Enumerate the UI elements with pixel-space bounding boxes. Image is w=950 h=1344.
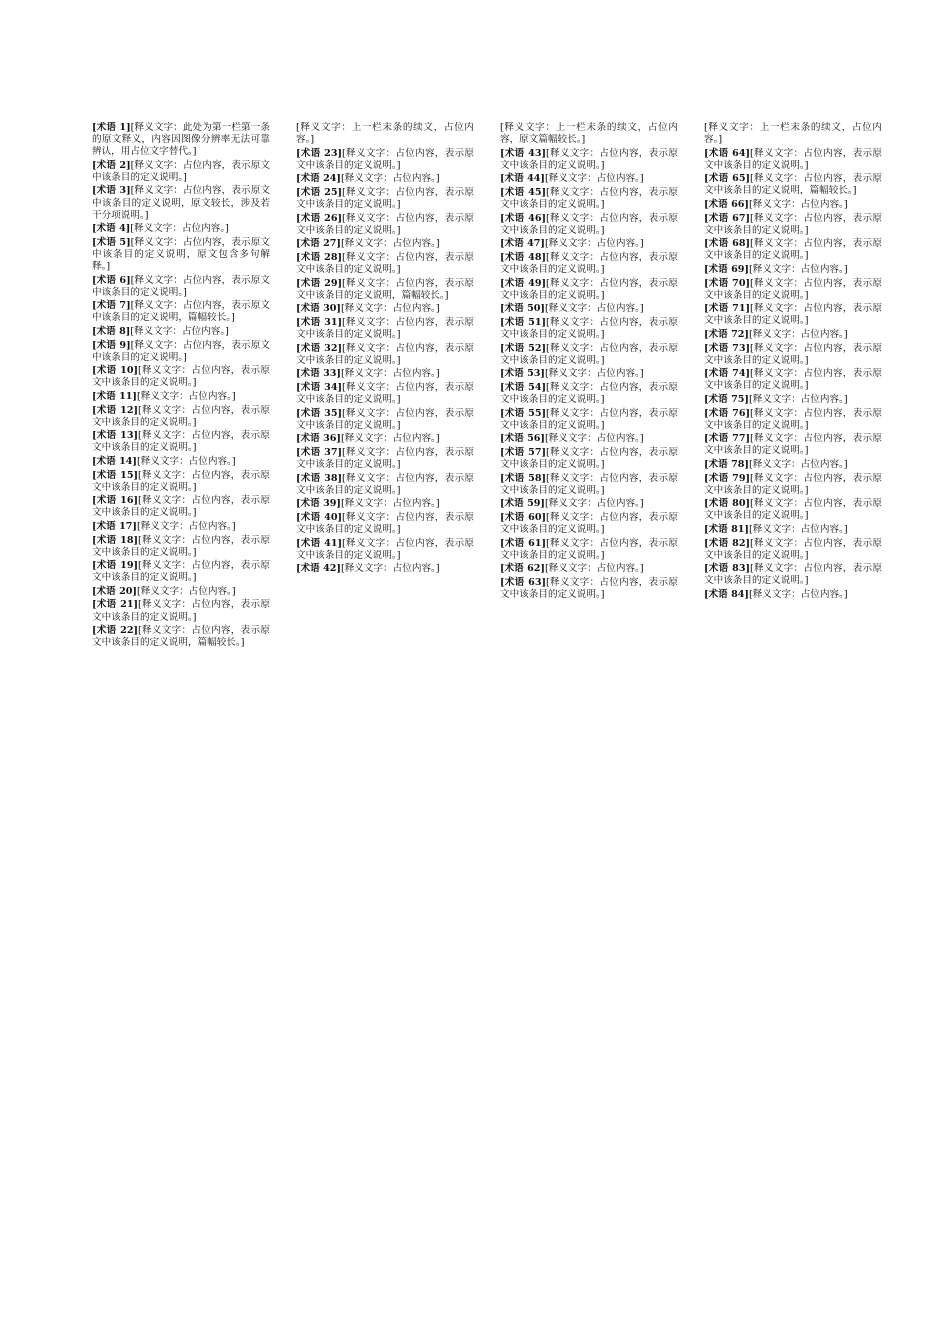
glossary-entry <box>92 122 270 158</box>
glossary-entry <box>500 122 678 146</box>
glossary-entry <box>500 577 678 601</box>
glossary-entry <box>704 343 882 367</box>
glossary-entry <box>296 148 474 172</box>
glossary-entry <box>500 252 678 276</box>
entry-definition: [释义文字：占位内容，表示原文中该条目的定义说明，篇幅较长。] <box>704 173 882 197</box>
entry-term: [术语 29] <box>296 277 343 289</box>
glossary-entry <box>704 433 882 457</box>
entry-definition: [释义文字：占位内容。] <box>136 520 236 532</box>
entry-term: [术语 1] <box>92 122 131 133</box>
glossary-entry <box>92 430 270 454</box>
entry-definition: [释义文字：占位内容，表示原文中该条目的定义说明。] <box>500 342 678 366</box>
glossary-entry <box>500 498 678 510</box>
entry-term: [术语 31] <box>296 316 343 328</box>
entry-definition: [释义文字：占位内容。] <box>340 368 440 380</box>
glossary-entry <box>704 498 882 522</box>
glossary-entry <box>92 599 270 623</box>
entry-definition: [释义文字：占位内容。] <box>748 458 848 470</box>
entry-term: [术语 14] <box>92 455 137 467</box>
entry-term: [术语 28] <box>296 251 343 263</box>
glossary-entry <box>704 538 882 562</box>
glossary-entry <box>704 524 882 536</box>
entry-term: [术语 61] <box>500 537 547 549</box>
glossary-entry <box>500 343 678 367</box>
glossary-entry <box>296 278 474 302</box>
glossary-entry <box>296 122 474 146</box>
entry-term: [术语 5] <box>92 236 131 248</box>
glossary-entry <box>92 160 270 184</box>
glossary-entry <box>500 408 678 432</box>
entry-definition: [释义文字：占位内容，表示原文中该条目的定义说明。] <box>704 433 882 457</box>
entry-definition: [释义文字：上一栏末条的续文，占位内容。] <box>296 122 474 146</box>
entry-term: [术语 46] <box>500 212 547 224</box>
entry-definition: [释义文字：占位内容，表示原文中该条目的定义说明。] <box>92 430 270 454</box>
glossary-entry <box>92 326 270 338</box>
glossary-entry <box>296 187 474 211</box>
entry-term: [术语 38] <box>296 472 343 484</box>
entry-definition: [释义文字：占位内容。] <box>544 238 644 250</box>
entry-term: [术语 77] <box>704 433 751 445</box>
entry-term: [术语 13] <box>92 430 139 442</box>
entry-definition: [释义文字：占位内容。] <box>340 303 440 315</box>
entry-definition: [释义文字：占位内容，表示原文中该条目的定义说明。] <box>296 212 474 236</box>
entry-term: [术语 16] <box>92 495 139 507</box>
entry-term: [术语 27] <box>296 238 341 250</box>
entry-term: [术语 20] <box>92 585 137 597</box>
glossary-entry <box>704 368 882 392</box>
glossary-entry <box>704 148 882 172</box>
glossary-entry <box>92 521 270 533</box>
entry-definition: [释义文字：占位内容，表示原文中该条目的定义说明。] <box>704 303 882 327</box>
entry-definition: [释义文字：占位内容，表示原文中该条目的定义说明。] <box>500 446 678 470</box>
entry-definition: [释义文字：占位内容。] <box>136 455 236 467</box>
entry-definition: [释义文字：占位内容，表示原文中该条目的定义说明。] <box>92 560 270 584</box>
glossary-entry <box>704 213 882 237</box>
entry-definition: [释义文字：占位内容，表示原文中该条目的定义说明。] <box>296 147 474 171</box>
glossary-entry <box>704 459 882 471</box>
glossary-entry <box>92 470 270 494</box>
entry-term: [术语 57] <box>500 446 547 458</box>
entry-definition: [释义文字：占位内容。] <box>748 329 848 340</box>
entry-definition: [释义文字：占位内容，表示原文中该条目的定义说明。] <box>704 147 882 171</box>
entry-term: [术语 73] <box>704 342 751 354</box>
entry-term: [术语 9] <box>92 339 131 351</box>
entry-definition: [释义文字：占位内容，表示原文中该条目的定义说明，篇幅较长。] <box>92 300 270 324</box>
entry-term: [术语 56] <box>500 433 545 445</box>
entry-definition: [释义文字：占位内容，表示原文中该条目的定义说明。] <box>92 274 270 298</box>
glossary-entry <box>92 535 270 559</box>
glossary-entry <box>296 473 474 497</box>
entry-term: [术语 50] <box>500 303 545 315</box>
entry-definition: [释义文字：占位内容，表示原文中该条目的定义说明。] <box>704 563 882 587</box>
entry-term: [术语 55] <box>500 407 547 419</box>
entry-definition: [释义文字：占位内容，表示原文中该条目的定义说明。] <box>92 365 270 389</box>
entry-term: [术语 40] <box>296 511 343 523</box>
entry-term: [术语 12] <box>92 404 139 416</box>
entry-term: [术语 44] <box>500 173 545 185</box>
entry-definition: [释义文字：占位内容，表示原文中该条目的定义说明。] <box>296 446 474 470</box>
glossary-entry <box>704 238 882 262</box>
entry-definition: [释义文字：占位内容，表示原文中该条目的定义说明。] <box>500 472 678 496</box>
entry-term: [术语 65] <box>704 173 751 185</box>
entry-term: [术语 7] <box>92 300 131 312</box>
entry-definition: [释义文字：占位内容。] <box>136 585 236 597</box>
entry-definition: [释义文字：占位内容，表示原文中该条目的定义说明，原文较长，涉及若干分项说明。] <box>92 185 270 221</box>
entry-definition: [释义文字：占位内容，表示原文中该条目的定义说明。] <box>92 469 270 493</box>
entry-definition: [释义文字：占位内容，表示原文中该条目的定义说明。] <box>92 159 270 183</box>
glossary-entry <box>296 238 474 250</box>
glossary-entry <box>500 278 678 302</box>
glossary-entry <box>704 303 882 327</box>
glossary-entry <box>296 447 474 471</box>
glossary-entry <box>296 538 474 562</box>
glossary-entry <box>704 589 882 601</box>
entry-definition: [释义文字：此处为第一栏第一条的原文释义，内容因图像分辨率无法可靠辨认，用占位文字替代。] <box>92 122 270 158</box>
entry-term: [术语 24] <box>296 173 341 185</box>
entry-definition: [释义文字：占位内容，表示原文中该条目的定义说明。] <box>500 277 678 301</box>
entry-term: [术语 6] <box>92 274 131 286</box>
glossary-page <box>92 122 882 1282</box>
glossary-entry <box>92 275 270 299</box>
entry-term: [术语 74] <box>704 368 751 380</box>
entry-term: [术语 34] <box>296 381 343 393</box>
glossary-entry <box>704 563 882 587</box>
entry-definition: [释义文字：占位内容，表示原文中该条目的定义说明。] <box>296 537 474 561</box>
entry-definition: [释义文字：占位内容，表示原文中该条目的定义说明。] <box>296 186 474 211</box>
entry-definition: [释义文字：占位内容，表示原文中该条目的定义说明。] <box>500 147 678 171</box>
glossary-entry <box>296 368 474 380</box>
entry-definition: [释义文字：占位内容。] <box>748 199 848 211</box>
entry-definition: [释义文字：占位内容，表示原文中该条目的定义说明。] <box>92 404 270 428</box>
entry-term: [术语 37] <box>296 446 343 458</box>
glossary-entry <box>92 237 270 273</box>
glossary-entry <box>500 447 678 471</box>
entry-definition: [释义文字：占位内容，表示原文中该条目的定义说明。] <box>296 251 474 276</box>
entry-definition: [释义文字：占位内容。] <box>544 433 644 445</box>
entry-definition: [释义文字：占位内容，表示原文中该条目的定义说明。] <box>704 537 882 561</box>
entry-definition: [释义文字：占位内容，表示原文中该条目的定义说明。] <box>704 472 882 496</box>
entry-term: [术语 45] <box>500 186 547 198</box>
entry-term: [术语 62] <box>500 563 545 575</box>
entry-term: [术语 41] <box>296 537 343 549</box>
glossary-entry <box>500 238 678 250</box>
entry-term: [术语 19] <box>92 560 139 572</box>
entry-definition: [释义文字：占位内容。] <box>748 393 848 405</box>
entry-definition: [释义文字：占位内容，表示原文中该条目的定义说明。] <box>704 238 882 262</box>
entry-definition: [释义文字：占位内容。] <box>136 390 236 402</box>
glossary-entry <box>92 391 270 403</box>
entry-term: [术语 8] <box>92 326 131 337</box>
glossary-entry <box>296 173 474 185</box>
entry-definition: [释义文字：占位内容，表示原文中该条目的定义说明。] <box>500 186 678 211</box>
glossary-column-4 <box>704 122 882 1282</box>
glossary-entry <box>704 473 882 497</box>
glossary-entry <box>704 394 882 406</box>
entry-term: [术语 58] <box>500 472 547 484</box>
glossary-entry <box>704 278 882 302</box>
glossary-entry <box>500 473 678 497</box>
entry-term: [术语 54] <box>500 381 547 393</box>
entry-definition: [释义文字：占位内容，表示原文中该条目的定义说明。] <box>500 407 678 431</box>
glossary-entry <box>296 317 474 341</box>
entry-definition: [释义文字：占位内容，表示原文中该条目的定义说明。] <box>704 368 882 392</box>
glossary-entry <box>92 495 270 519</box>
entry-term: [术语 2] <box>92 159 131 171</box>
entry-definition: [释义文字：占位内容，表示原文中该条目的定义说明。] <box>704 212 882 236</box>
entry-term: [术语 32] <box>296 342 343 354</box>
glossary-entry <box>92 185 270 221</box>
entry-term: [术语 76] <box>704 407 751 419</box>
glossary-column-1 <box>92 122 270 1282</box>
entry-term: [术语 25] <box>296 186 343 198</box>
glossary-entry <box>296 498 474 510</box>
entry-definition: [释义文字：占位内容。] <box>340 498 440 510</box>
entry-term: [术语 23] <box>296 147 343 159</box>
glossary-entry <box>92 625 270 649</box>
glossary-entry <box>92 340 270 364</box>
glossary-entry <box>704 199 882 211</box>
glossary-entry <box>500 303 678 315</box>
entry-term: [术语 75] <box>704 393 749 405</box>
entry-definition: [释义文字：占位内容，表示原文中该条目的定义说明。] <box>92 495 270 519</box>
entry-definition: [释义文字：占位内容，表示原文中该条目的定义说明。] <box>296 407 474 431</box>
entry-term: [术语 11] <box>92 390 137 402</box>
glossary-entry <box>500 148 678 172</box>
entry-term: [术语 42] <box>296 563 341 575</box>
entry-definition: [释义文字：占位内容。] <box>544 563 644 575</box>
glossary-entry <box>296 343 474 367</box>
entry-term: [术语 84] <box>704 588 749 600</box>
entry-definition: [释义文字：上一栏末条的续文，占位内容，原文篇幅较长。] <box>500 122 678 146</box>
glossary-entry <box>500 512 678 536</box>
entry-definition: [释义文字：占位内容，表示原文中该条目的定义说明。] <box>296 381 474 405</box>
entry-term: [术语 66] <box>704 199 749 211</box>
entry-term: [术语 63] <box>500 576 547 588</box>
entry-definition: [释义文字：占位内容，表示原文中该条目的定义说明。] <box>296 316 474 340</box>
glossary-entry <box>704 329 882 341</box>
entry-definition: [释义文字：占位内容，表示原文中该条目的定义说明。] <box>296 511 474 535</box>
entry-term: [术语 47] <box>500 238 545 250</box>
glossary-entry <box>296 408 474 432</box>
glossary-entry <box>704 122 882 146</box>
entry-term: [术语 4] <box>92 223 131 235</box>
glossary-entry <box>296 382 474 406</box>
entry-term: [术语 30] <box>296 303 341 315</box>
entry-definition: [释义文字：占位内容。] <box>130 223 229 235</box>
entry-term: [术语 68] <box>704 238 751 250</box>
entry-term: [术语 10] <box>92 365 139 377</box>
entry-definition: [释义文字：占位内容，表示原文中该条目的定义说明。] <box>500 576 678 600</box>
glossary-entry <box>296 303 474 315</box>
entry-definition: [释义文字：占位内容，表示原文中该条目的定义说明。] <box>704 277 882 301</box>
glossary-entry <box>500 382 678 406</box>
entry-term: [术语 36] <box>296 433 341 445</box>
entry-term: [术语 59] <box>500 498 545 510</box>
entry-definition: [释义文字：占位内容，表示原文中该条目的定义说明，篇幅较长。] <box>296 277 474 301</box>
glossary-entry <box>500 173 678 185</box>
glossary-entry <box>296 512 474 536</box>
entry-definition: [释义文字：占位内容。] <box>544 303 644 315</box>
entry-definition: [释义文字：占位内容。] <box>544 368 644 380</box>
entry-term: [术语 33] <box>296 368 341 380</box>
entry-definition: [释义文字：占位内容，表示原文中该条目的定义说明。] <box>500 251 678 276</box>
glossary-column-3 <box>500 122 678 1282</box>
glossary-entry <box>500 538 678 562</box>
entry-definition: [释义文字：占位内容，表示原文中该条目的定义说明。] <box>704 342 882 366</box>
glossary-entry <box>92 223 270 235</box>
glossary-entry <box>92 300 270 324</box>
entry-definition: [释义文字：占位内容。] <box>340 433 440 445</box>
entry-term: [术语 69] <box>704 264 749 276</box>
entry-definition: [释义文字：占位内容。] <box>748 523 848 535</box>
entry-definition: [释义文字：占位内容，表示原文中该条目的定义说明。] <box>500 381 678 405</box>
glossary-entry <box>704 173 882 197</box>
entry-term: [术语 48] <box>500 251 547 263</box>
glossary-entry <box>296 213 474 237</box>
entry-definition: [释义文字：占位内容。] <box>544 498 644 510</box>
entry-term: [术语 18] <box>92 534 139 546</box>
glossary-entry <box>500 213 678 237</box>
entry-term: [术语 83] <box>704 563 751 575</box>
glossary-column-2 <box>296 122 474 1282</box>
entry-definition: [释义文字：占位内容，表示原文中该条目的定义说明。] <box>500 212 678 236</box>
entry-definition: [释义文字：占位内容，表示原文中该条目的定义说明。] <box>704 498 882 522</box>
entry-term: [术语 79] <box>704 472 751 484</box>
entry-term: [术语 22] <box>92 625 139 637</box>
entry-term: [术语 64] <box>704 147 751 159</box>
entry-definition: [释义文字：占位内容，表示原文中该条目的定义说明。] <box>500 537 678 561</box>
glossary-entry <box>296 252 474 276</box>
glossary-entry <box>92 586 270 598</box>
entry-definition: [释义文字：占位内容，表示原文中该条目的定义说明。] <box>92 339 270 363</box>
entry-definition: [释义文字：占位内容，表示原文中该条目的定义说明，原文包含多句解释。] <box>92 236 270 273</box>
glossary-entry <box>92 456 270 468</box>
entry-definition: [释义文字：占位内容。] <box>130 326 229 337</box>
entry-term: [术语 78] <box>704 458 749 470</box>
entry-term: [术语 70] <box>704 277 751 289</box>
entry-term: [术语 21] <box>92 599 139 611</box>
glossary-entry <box>92 560 270 584</box>
entry-term: [术语 3] <box>92 185 131 197</box>
entry-term: [术语 81] <box>704 523 749 535</box>
entry-term: [术语 26] <box>296 212 343 224</box>
entry-definition: [释义文字：占位内容。] <box>748 264 848 276</box>
entry-definition: [释义文字：占位内容，表示原文中该条目的定义说明。] <box>92 599 270 623</box>
glossary-entry <box>500 317 678 341</box>
glossary-entry <box>500 187 678 211</box>
entry-term: [术语 51] <box>500 316 547 328</box>
entry-term: [术语 35] <box>296 407 343 419</box>
entry-term: [术语 53] <box>500 368 545 380</box>
entry-term: [术语 80] <box>704 498 751 510</box>
entry-definition: [释义文字：占位内容。] <box>544 173 644 185</box>
glossary-entry <box>92 365 270 389</box>
entry-term: [术语 17] <box>92 520 137 532</box>
glossary-entry <box>500 368 678 380</box>
entry-term: [术语 67] <box>704 212 751 224</box>
entry-definition: [释义文字：占位内容，表示原文中该条目的定义说明，篇幅较长。] <box>92 625 270 649</box>
glossary-entry <box>500 433 678 445</box>
entry-definition: [释义文字：上一栏末条的续文，占位内容。] <box>704 122 882 146</box>
entry-term: [术语 49] <box>500 277 547 289</box>
entry-definition: [释义文字：占位内容。] <box>340 173 440 185</box>
entry-definition: [释义文字：占位内容。] <box>340 238 440 250</box>
glossary-entry <box>704 408 882 432</box>
glossary-entry <box>92 405 270 429</box>
entry-definition: [释义文字：占位内容，表示原文中该条目的定义说明。] <box>704 407 882 431</box>
entry-definition: [释义文字：占位内容，表示原文中该条目的定义说明。] <box>92 534 270 558</box>
entry-term: [术语 72] <box>704 329 749 340</box>
glossary-entry <box>500 563 678 575</box>
entry-definition: [释义文字：占位内容，表示原文中该条目的定义说明。] <box>500 511 678 535</box>
entry-definition: [释义文字：占位内容，表示原文中该条目的定义说明。] <box>296 472 474 496</box>
glossary-entry <box>704 264 882 276</box>
entry-definition: [释义文字：占位内容，表示原文中该条目的定义说明。] <box>296 342 474 366</box>
entry-term: [术语 71] <box>704 303 751 315</box>
entry-term: [术语 39] <box>296 498 341 510</box>
entry-term: [术语 43] <box>500 147 547 159</box>
entry-term: [术语 52] <box>500 342 547 354</box>
entry-definition: [释义文字：占位内容。] <box>340 563 440 575</box>
entry-term: [术语 60] <box>500 511 547 523</box>
glossary-entry <box>296 433 474 445</box>
glossary-entry <box>296 563 474 575</box>
entry-definition: [释义文字：占位内容，表示原文中该条目的定义说明。] <box>500 316 678 340</box>
entry-term: [术语 15] <box>92 469 139 481</box>
entry-term: [术语 82] <box>704 537 751 549</box>
entry-definition: [释义文字：占位内容。] <box>748 588 848 600</box>
